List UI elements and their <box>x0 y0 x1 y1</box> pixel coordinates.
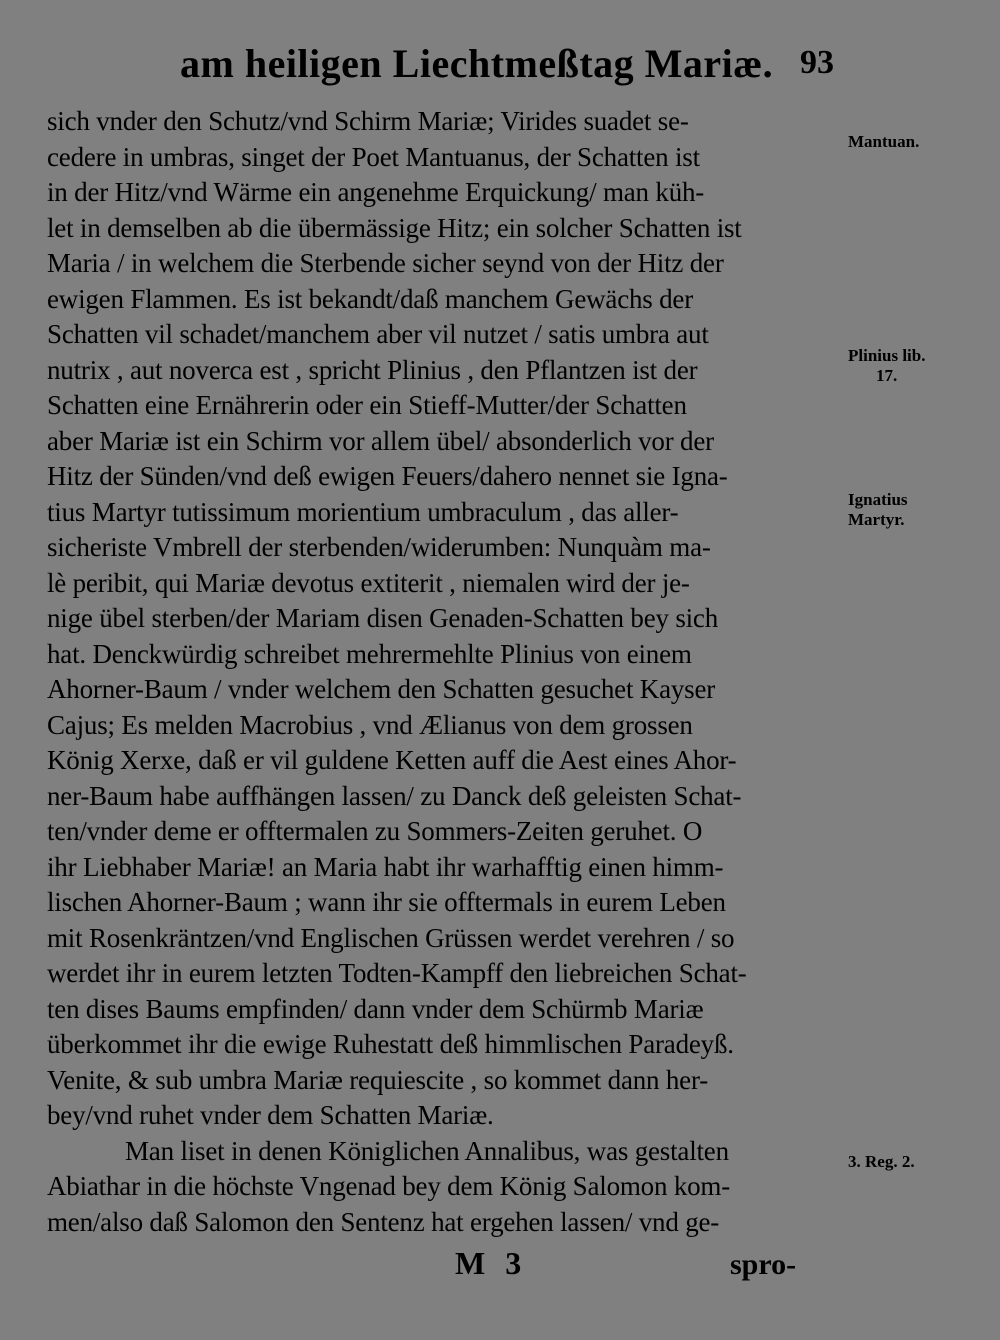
margin-note-reg <box>848 1152 915 1172</box>
text-line: nutrix , aut noverca est , spricht Plinius , den Pflantzen ist der <box>47 354 698 385</box>
text-line: ihr Liebhaber Mariæ! an Maria habt ihr warhafftig einen himm- <box>47 851 724 882</box>
margin-note-plinius <box>848 346 925 386</box>
text-line: in der Hitz/vnd Wärme ein angenehme Erquickung/ man küh- <box>47 177 705 207</box>
text-line: Hitz der Sünden/vnd deß ewigen Feuers/dahero nennet sie Igna- <box>47 461 728 491</box>
text-line: aber Mariæ ist ein Schirm vor allem übel/ absonderlich vor der <box>47 425 714 456</box>
text-line: sich vnder den Schutz/vnd Schirm Mariæ; Virides suadet se- <box>47 106 689 136</box>
catchword: spro- <box>730 1248 797 1281</box>
text-line: Maria / in welchem die Sterbende sicher seynd von der Hitz der <box>47 248 724 278</box>
text-line: Ahorner-Baum / vnder welchem den Schatten gesuchet Kayser <box>47 674 716 704</box>
text-line: überkommet ihr die ewige Ruhestatt deß himmlischen Paradeyß. <box>47 1029 734 1059</box>
margin-note-text: Plinius lib. <box>848 346 926 365</box>
text-line: Venite, & sub umbra Mariæ requiescite , so kommet dann her- <box>47 1064 708 1095</box>
text-line: ten/vnder deme er offtermalen zu Sommers-Zeiten geruhet. O <box>47 816 703 846</box>
text-line: ner-Baum habe auffhängen lassen/ zu Danck deß geleisten Schat- <box>47 780 742 811</box>
text-line: ewigen Flammen. Es ist bekandt/daß manchem Gewächs der <box>47 283 694 314</box>
text-line: cedere in umbras, singet der Poet Mantuanus, der Schatten ist <box>47 141 700 172</box>
running-title: am heiligen Liechtmeßtag Mariæ. <box>180 41 774 86</box>
text-line: Abiathar in die höchste Vngenad bey dem König Salomon kom- <box>47 1171 731 1201</box>
text-line: hat. Denckwürdig schreibet mehrermehlte Plinius von einem <box>47 638 692 669</box>
text-line: Cajus; Es melden Macrobius , vnd Ælianus von dem grossen <box>47 709 693 740</box>
margin-note-text: Ignatius <box>848 490 908 509</box>
text-line: mit Rosenkräntzen/vnd Englischen Grüssen werdet verehren / so <box>47 922 735 953</box>
page-number: 93 <box>800 44 834 81</box>
margin-note-ignatius <box>848 490 908 530</box>
text-line: nige übel sterben/der Mariam disen Genaden-Schatten bey sich <box>47 603 719 633</box>
text-line: lè peribit, qui Mariæ devotus extiterit , niemalen wird der je- <box>47 567 690 598</box>
text-line: bey/vnd ruhet vnder dem Schatten Mariæ. <box>47 1100 494 1130</box>
body-text <box>47 104 847 1240</box>
text-line: König Xerxe, daß er vil guldene Ketten auff die Aest eines Ahor- <box>47 745 737 775</box>
text-line: Schatten vil schadet/manchem aber vil nutzet / satis umbra aut <box>47 319 709 349</box>
text-line: tius Martyr tutissimum morientium umbraculum , das aller- <box>47 496 679 527</box>
text-line: men/also daß Salomon den Sentenz hat ergehen lassen/ vnd ge- <box>47 1206 720 1237</box>
text-line: sicheriste Vmbrell der sterbenden/widerumben: Nunquàm ma- <box>47 532 711 562</box>
margin-note-text: 17. <box>876 366 898 385</box>
signature-mark: M 3 <box>455 1245 528 1281</box>
text-line: lischen Ahorner-Baum ; wann ihr sie offtermals in eurem Leben <box>47 887 726 917</box>
text-line: let in demselben ab die übermässige Hitz; ein solcher Schatten ist <box>47 212 742 243</box>
margin-note-text: 3. Reg. 2. <box>848 1152 915 1171</box>
margin-note-text: Martyr. <box>848 510 905 529</box>
text-line: werdet ihr in eurem letzten Todten-Kampff den liebreichen Schat- <box>47 958 747 988</box>
margin-note-mantuan <box>848 132 919 152</box>
margin-note-text: Mantuan. <box>848 132 920 151</box>
text-line: Schatten eine Ernährerin oder ein Stieff-Mutter/der Schatten <box>47 390 687 420</box>
paragraph-start-line: Man liset in denen Königlichen Annalibus, was gestalten <box>125 1135 729 1166</box>
text-line: ten dises Baums empfinden/ dann vnder dem Schürmb Mariæ <box>47 993 704 1024</box>
